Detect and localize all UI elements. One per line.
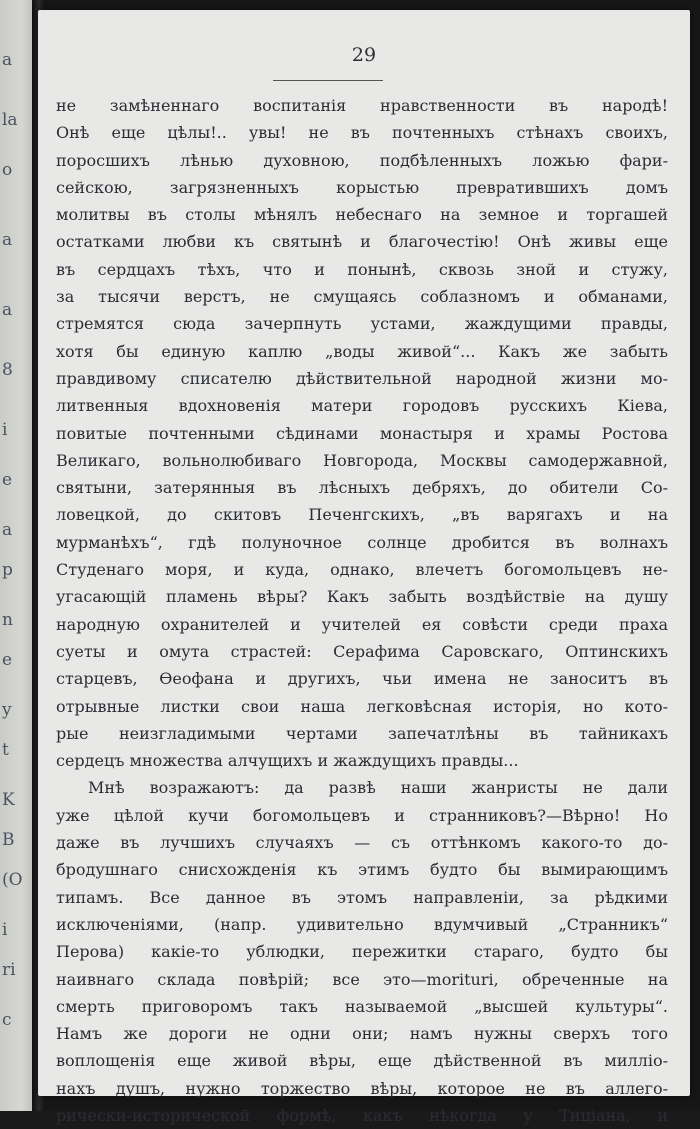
facing-page-fragment: i (2, 420, 8, 440)
facing-page-fragment: (O (2, 870, 23, 890)
text-line: нахъ душъ, нужно торжество вѣры, которое не въ аллего- (56, 1078, 668, 1098)
facing-page-fragment: a (2, 50, 13, 70)
text-line: правдивому списателю дѣйствительной народной жизни мо- (56, 368, 668, 388)
text-line: суеты и омута страстей: Серафима Саровскаго, Оптинскихъ (56, 641, 668, 661)
text-line: не замѣненнаго воспитанія нравственности въ народѣ! (56, 96, 668, 115)
text-line: наивнаго склада повѣрій; все это—morituri, обреченные на (56, 969, 668, 989)
text-line: мурманѣхъ“, гдѣ полуночное солнце дробится въ волнахъ (56, 532, 668, 552)
text-line: типамъ. Все данное въ этомъ направленіи, за рѣдкими (56, 887, 668, 907)
text-line: рически-исторической формѣ, какъ нѣкогда у Тиціана, и (56, 1105, 668, 1125)
text-line: поросшихъ лѣнью духовною, подбѣленныхъ ложью фари- (56, 150, 668, 170)
text-line: Перова) какіе-то ублюдки, пережитки стараго, будто бы (56, 942, 668, 962)
text-line: за тысячи верстъ, не смущаясь соблазномъ и обманами, (56, 287, 668, 307)
text-line: Намъ же дороги не одни они; намъ нужны сверхъ того (56, 1024, 668, 1044)
text-line: литвенныя вдохновенія матери городовъ русскихъ Кіева, (56, 396, 668, 416)
text-line: рые неизгладимыми чертами запечатлѣны въ тайникахъ (56, 723, 668, 743)
text-line: сердецъ множества алчущихъ и жаждущихъ правды... (56, 751, 519, 771)
text-line: даже въ лучшихъ случаяхъ — съ оттѣнкомъ какого-то до- (56, 833, 668, 853)
page-number-rule (273, 80, 383, 81)
facing-page-fragment: e (2, 650, 13, 670)
text-line: хотя бы единую каплю „воды живой“... Какъ же забыть (56, 341, 668, 361)
facing-page-fragment: la (2, 110, 18, 130)
facing-page-fragment: n (2, 610, 13, 630)
text-line: Онѣ еще цѣлы!.. увы! не въ почтенныхъ стѣнахъ своихъ, (56, 123, 668, 143)
facing-page-fragment: K (2, 790, 15, 810)
text-line: Мнѣ возражаютъ: да развѣ наши жанристы не дали (88, 778, 668, 798)
text-line: молитвы въ столы мѣнялъ небеснаго на земное и торгашей (56, 205, 668, 225)
text-line: смерть приговоромъ такъ называемой „высшей культуры“. (56, 996, 668, 1016)
text-line: народную охранителей и учителей ея совѣсти среди праха (56, 614, 668, 634)
facing-page-fragment: 8 (2, 360, 13, 380)
facing-page-fragment: a (2, 300, 13, 320)
facing-page-fragment: a (2, 230, 13, 250)
facing-page-fragment: c (2, 1010, 12, 1030)
text-line: остатками любви къ святынѣ и благочестію! Онѣ живы еще (56, 232, 668, 252)
text-line: святыни, затерянныя въ лѣсныхъ дебряхъ, до обители Со- (56, 478, 668, 498)
book-page (38, 10, 690, 1125)
facing-page-fragment: ri (2, 960, 16, 980)
text-line: старцевъ, Ѳеофана и другихъ, чьи имена не заноситъ въ (56, 669, 668, 689)
facing-page-fragment: i (2, 920, 8, 940)
facing-page-edge (0, 0, 36, 1111)
text-line: сейскою, загрязненныхъ корыстью превратившихъ домъ (56, 177, 668, 197)
facing-page-fragment: e (2, 470, 13, 490)
facing-page-fragment: p (2, 560, 13, 580)
text-line: повитые почтенными сѣдинами монастыря и храмы Ростова (56, 423, 668, 443)
page-number: 29 (351, 44, 377, 66)
text-line: Великаго, вольнолюбиваго Новгорода, Москвы самодержавной, (56, 450, 668, 470)
text-line: угасающій пламень вѣры? Какъ забыть воздѣйствіе на душу (56, 587, 668, 607)
text-line: исключеніями, (напр. удивительно вдумчивый „Странникъ“ (56, 914, 668, 934)
body-text (56, 92, 668, 1129)
facing-page-fragment: a (2, 520, 13, 540)
text-line: ловецкой, до скитовъ Печенгскихъ, „въ варягахъ и на (56, 505, 668, 525)
text-line: Студенаго моря, и куда, однако, влечетъ богомольцевъ не- (56, 560, 668, 580)
text-line: воплощенія еще живой вѣры, еще дѣйственной въ милліо- (56, 1051, 668, 1071)
facing-page-fragment: y (2, 700, 12, 720)
text-line: отрывные листки свои наша легковѣсная исторія, но кото- (56, 696, 668, 716)
facing-page-fragment: o (2, 160, 13, 180)
text-line: бродушнаго снисхожденія къ этимъ будто бы вымирающимъ (56, 860, 668, 880)
facing-page-fragment: t (2, 740, 9, 760)
facing-page-fragment: B (2, 830, 15, 850)
text-line: въ сердцахъ тѣхъ, что и понынѣ, сквозь зной и стужу, (56, 259, 668, 279)
text-line: уже цѣлой кучи богомольцевъ и странниковъ?—Вѣрно! Но (56, 805, 668, 825)
text-line: стремятся сюда зачерпнуть устами, жаждущими правды, (56, 314, 668, 334)
